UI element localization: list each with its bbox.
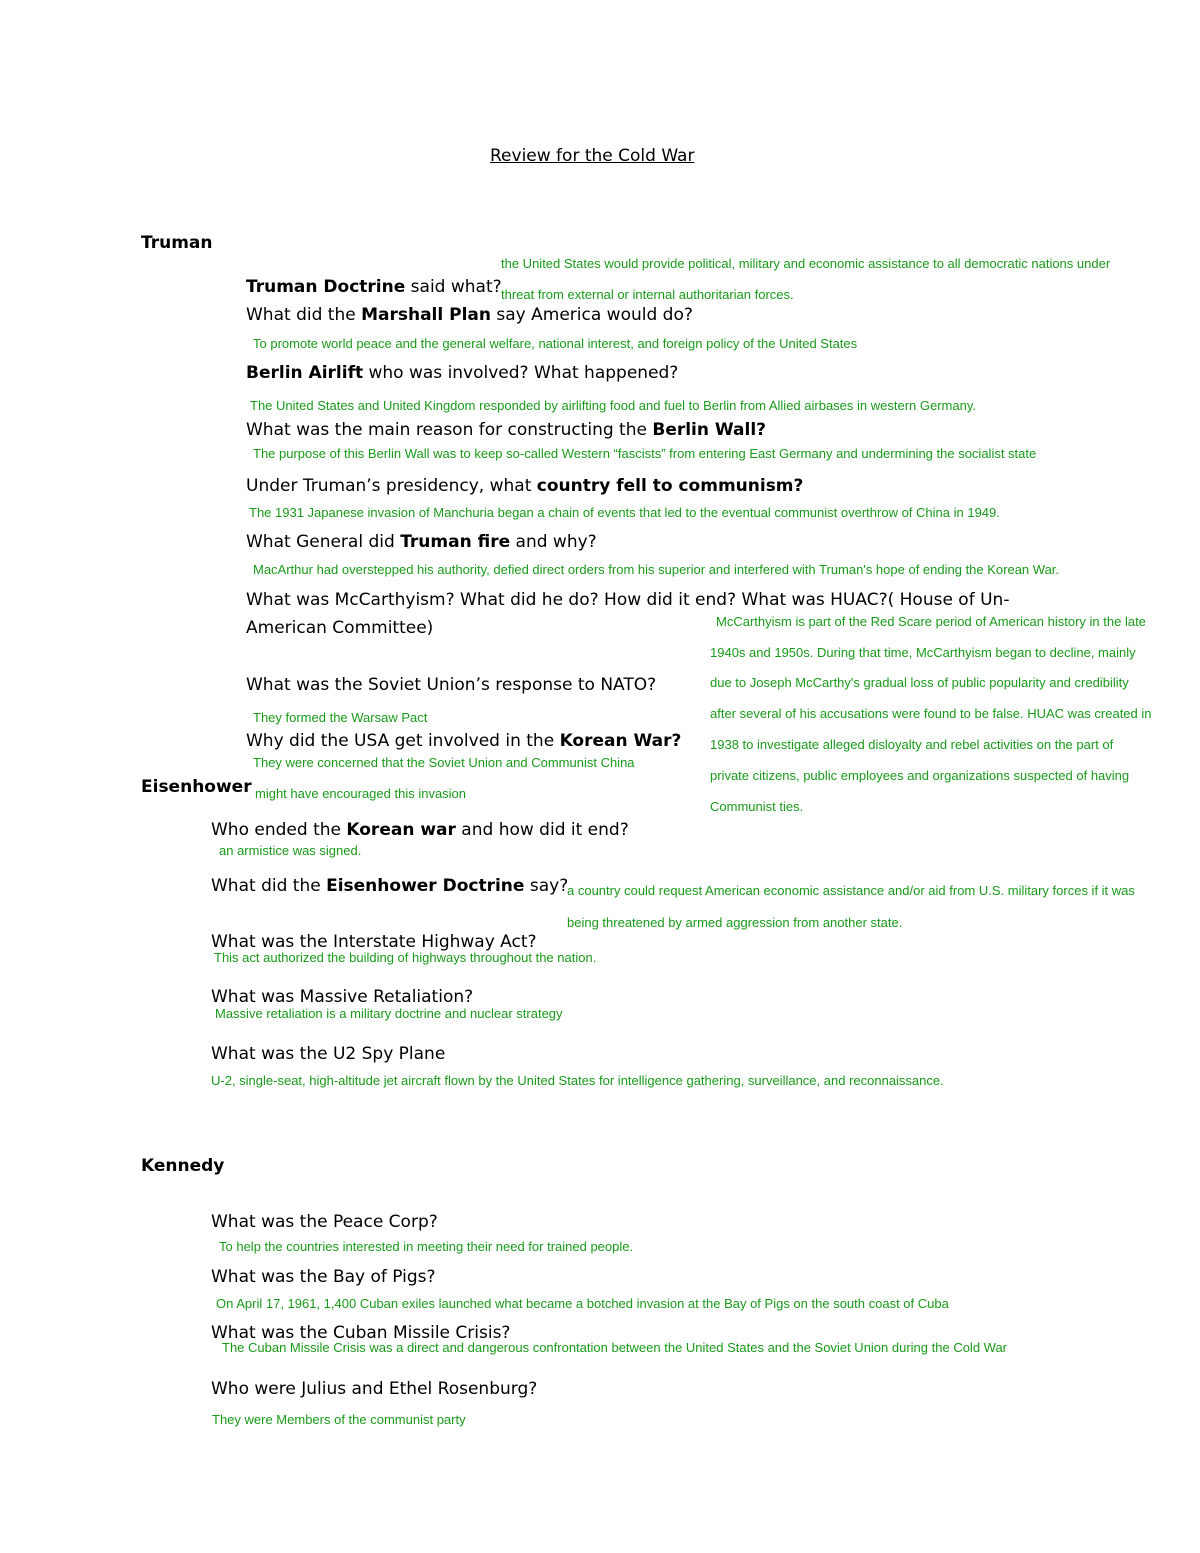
question-u2-spy-plane: What was the U2 Spy Plane (211, 1044, 446, 1064)
answer-mccarthyism-line1: McCarthyism is part of the Red Scare period of American history in the late (716, 614, 1146, 629)
answer-eisenhower-doctrine-line1: a country could request American economic assistance and/or aid from U.S. military forces if it was (567, 883, 1135, 898)
question-eisenhower-doctrine: What did the Eisenhower Doctrine say? (211, 876, 569, 896)
section-heading-eisenhower: Eisenhower (141, 777, 252, 797)
question-country-fell: Under Truman’s presidency, what country fell to communism? (246, 476, 804, 496)
question-peace-corp: What was the Peace Corp? (211, 1212, 438, 1232)
answer-cuban-missile-crisis: The Cuban Missile Crisis was a direct and dangerous confrontation between the United States and the Soviet Union during the Cold War (222, 1340, 1008, 1355)
answer-berlin-wall: The purpose of this Berlin Wall was to keep so-called Western “fascists” from entering East Germany and undermining the socialist state (253, 446, 1037, 461)
answer-marshall-plan: To promote world peace and the general welfare, national interest, and foreign policy of the United States (253, 336, 858, 351)
answer-massive-retaliation: Massive retaliation is a military doctrine and nuclear strategy (215, 1006, 563, 1021)
question-end-korean-war: Who ended the Korean war and how did it end? (211, 820, 629, 840)
question-interstate-highway: What was the Interstate Highway Act? (211, 932, 537, 952)
answer-mccarthyism-line4: after several of his accusations were found to be false. HUAC was created in (710, 706, 1152, 721)
answer-mccarthyism-line5: 1938 to investigate alleged disloyalty and rebel activities on the part of (710, 737, 1114, 752)
question-bay-of-pigs: What was the Bay of Pigs? (211, 1267, 436, 1287)
answer-nato-response: They formed the Warsaw Pact (253, 710, 428, 725)
answer-truman-doctrine-line1: the United States would provide political, military and economic assistance to all democratic nations under (501, 256, 1111, 271)
question-massive-retaliation: What was Massive Retaliation? (211, 987, 474, 1007)
section-heading-kennedy: Kennedy (141, 1156, 225, 1176)
answer-bay-of-pigs: On April 17, 1961, 1,400 Cuban exiles launched what became a botched invasion at the Bay of Pigs on the south coast of Cuba (216, 1296, 949, 1311)
question-mccarthyism-line1: What was McCarthyism? What did he do? How did it end? What was HUAC?( House of Un- (246, 590, 1010, 610)
question-marshall-plan: What did the Marshall Plan say America would do? (246, 305, 693, 325)
answer-truman-doctrine-line2: threat from external or internal authoritarian forces. (501, 287, 794, 302)
question-cuban-missile-crisis: What was the Cuban Missile Crisis? (211, 1323, 511, 1343)
question-truman-fire: What General did Truman fire and why? (246, 532, 597, 552)
answer-berlin-airlift: The United States and United Kingdom responded by airlifting food and fuel to Berlin from Allied airbases in western Germany. (250, 398, 976, 413)
question-berlin-wall: What was the main reason for constructing the Berlin Wall? (246, 420, 767, 440)
question-nato-response: What was the Soviet Union’s response to NATO? (246, 675, 657, 695)
page-title: Review for the Cold War (490, 146, 695, 166)
answer-mccarthyism-line7: Communist ties. (710, 799, 804, 814)
answer-korean-war-line2: might have encouraged this invasion (255, 786, 467, 801)
section-heading-truman: Truman (141, 233, 213, 253)
answer-u2-spy-plane: U-2, single-seat, high-altitude jet aircraft flown by the United States for intelligence gathering, surveillance, and reconnaissance. (211, 1073, 944, 1088)
answer-peace-corp: To help the countries interested in meeting their need for trained people. (219, 1239, 634, 1254)
question-berlin-airlift: Berlin Airlift who was involved? What happened? (246, 363, 679, 383)
question-truman-doctrine: Truman Doctrine said what? (246, 277, 502, 297)
answer-rosenburgs: They were Members of the communist party (212, 1412, 466, 1427)
answer-mccarthyism-line3: due to Joseph McCarthy's gradual loss of public popularity and credibility (710, 675, 1129, 690)
question-rosenburgs: Who were Julius and Ethel Rosenburg? (211, 1379, 538, 1399)
answer-end-korean-war: an armistice was signed. (219, 843, 362, 858)
answer-mccarthyism-line2: 1940s and 1950s. During that time, McCarthyism began to decline, mainly (710, 645, 1136, 660)
answer-interstate-highway: This act authorized the building of highways throughout the nation. (214, 950, 597, 965)
answer-country-fell: The 1931 Japanese invasion of Manchuria began a chain of events that led to the eventual communist overthrow of China in 1949. (249, 505, 1000, 520)
question-korean-war: Why did the USA get involved in the Korean War? (246, 731, 682, 751)
question-mccarthyism-line2: American Committee) (246, 618, 434, 638)
answer-eisenhower-doctrine-line2: being threatened by armed aggression from another state. (567, 915, 903, 930)
answer-korean-war-line1: They were concerned that the Soviet Union and Communist China (253, 755, 635, 770)
answer-mccarthyism-line6: private citizens, public employees and organizations suspected of having (710, 768, 1130, 783)
answer-truman-fire: MacArthur had overstepped his authority, defied direct orders from his superior and interfered with Truman's hope of ending the Korean War. (253, 562, 1060, 577)
